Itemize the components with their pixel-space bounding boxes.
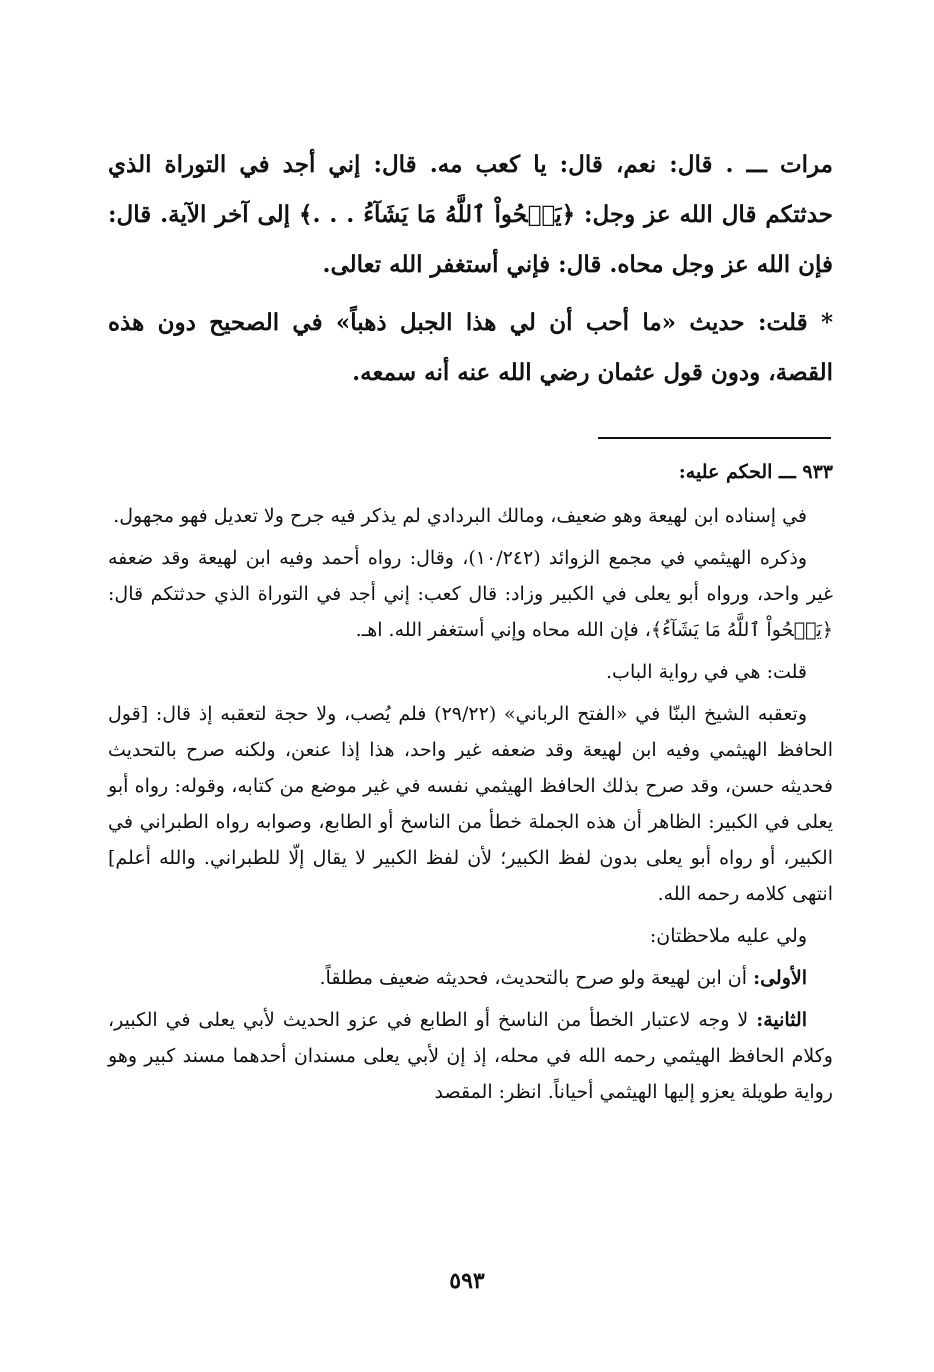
footnote-heading: ٩٣٣ ـــ الحكم عليه: — [678, 461, 833, 483]
remark-label: الأولى: — [753, 967, 807, 989]
footnote-paragraph: وذكره الهيثمي في مجمع الزوائد (١٠/٢٤٢)، وقال: رواه أحمد وفيه ابن لهيعة وقد ضعفه غير واحد، ورواه أبو يعلى في الكبير وزاد: قال كعب: إني أجد في التوراة الذي حدثتكم قال: ﴿يَمۡحُواْ ٱللَّهُ مَا يَشَآءُ﴾، فإن الله محاه وإني أستغفر الله. اهـ. — [108, 547, 833, 641]
remark-text: أن ابن لهيعة ولو صرح بالتحديث، فحديثه ضعيف مطلقاً. — [319, 967, 754, 989]
footnote-separator-rule — [598, 437, 831, 439]
footnote-paragraph: وتعقبه الشيخ البنّا في «الفتح الرباني» (٢٩/٢٢) فلم يُصب، ولا حجة لتعقبه إذ قال: [قول الحافظ الهيثمي وفيه ابن لهيعة وقد ضعفه غير واحد، هذا إذا عنعن، ولكنه صرح بالتحديث فحديثه حسن، وقد صرح بذلك الحافظ الهيثمي نفسه في غير موضع من كتابه، وقوله: رواه أبو يعلى في الكبير: الظاهر أن هذه الجملة خطأ من الناسخ أو الطابع، وصوابه رواه الطبراني في الكبير، أو رواه أبو يعلى بدون لفظ الكبير؛ لأن لفظ الكبير لا يقال إلّا للطبراني. والله أعلم] انتهى كلامه رحمه الله. — [108, 703, 833, 905]
remark-text: لا وجه لاعتبار الخطأ من الناسخ أو الطابع في عزو الحديث لأبي يعلى في الكبير، وكلام الحافظ الهيثمي رحمه الله في محله، إذ إن لأبي يعلى مسندان أحدهما مسند كبير وهو رواية طويلة يعزو إليها الهيثمي أحياناً. انظر: المقصد — [108, 1009, 833, 1103]
footnote-remark-first — [108, 960, 833, 996]
footnote-paragraph: قلت: هي في رواية الباب. — [606, 661, 807, 683]
footnote-paragraph: ولي عليه ملاحظتان: — [649, 925, 807, 947]
main-text-block — [108, 140, 833, 398]
author-note-paragraph: * قلت: حديث «ما أحب أن لي هذا الجبل ذهباً» في الصحيح دون هذه القصة، ودون قول عثمان رضي الله عنه أنه سمعه. — [108, 309, 833, 386]
page-number: ٥٩٣ — [449, 1268, 485, 1294]
footnote-block — [108, 454, 833, 1116]
footnote-paragraph: في إسناده ابن لهيعة وهو ضعيف، ومالك البردادي لم يذكر فيه جرح ولا تعديل فهو مجهول. — [113, 505, 807, 527]
main-paragraph: مرات ـــ . قال: نعم، قال: يا كعب مه. قال: إني أجد في التوراة الذي حدثتكم قال الله عز وجل: ﴿يَمۡحُواْ ٱللَّهُ مَا يَشَآءُ . . .﴾ إلى آخر الآية. قال: فإن الله عز وجل محاه. قال: فإني أستغفر الله تعالى. — [108, 151, 833, 278]
remark-label: الثانية: — [756, 1009, 807, 1031]
footnote-remark-second — [108, 1002, 833, 1110]
